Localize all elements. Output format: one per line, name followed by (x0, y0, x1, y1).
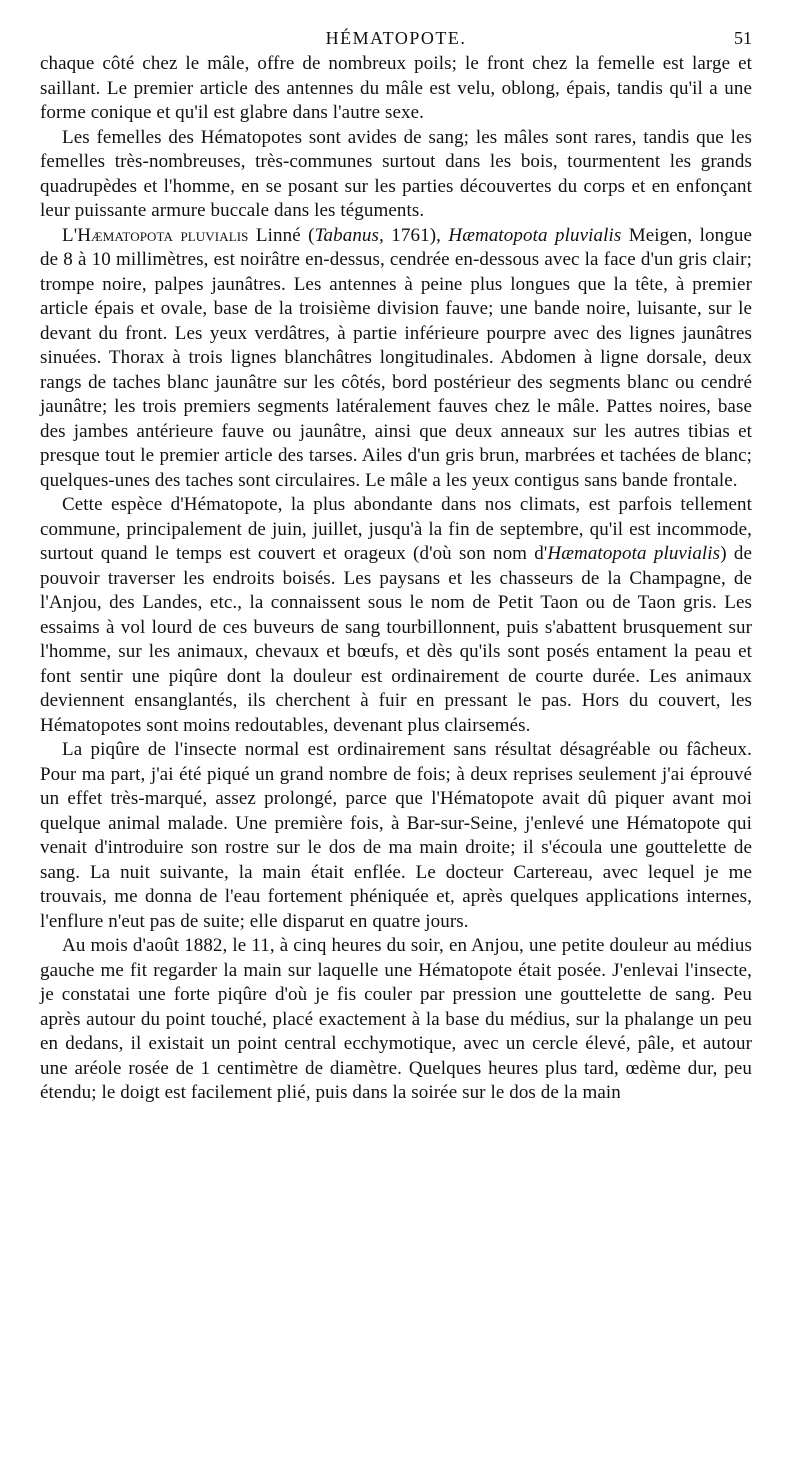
body-text (40, 52, 752, 1106)
paragraph-3-description: Meigen, longue de 8 à 10 millimètres, est noirâtre en-dessus, cendrée en-dessous avec la face d'un gris clair; trompe noire, palpes jaunâtres. Les antennes à peine plus longues que la tête, à premier article épais et ovale, base de la troisième division fauve; une bande noire, luisante, sur le devant du front. Les yeux verdâtres, à partie inférieure pourpre avec des lignes jaunâtres sinuées. Thorax à trois lignes blanchâtres longitudinales. Abdomen à ligne dorsale, deux rangs de taches blanc jaunâtre sur les côtés, bord postérieur des segments blanc ou cendré jaunâtre; les trois premiers segments latéralement fauves chez le mâle. Pattes noires, base des jambes antérieure fauve ou jaunâtre, ainsi que deux anneaux sur les autres tibias et presque tout le premier article des tarses. Ailes d'un gris brun, marbrées et tachées de blanc; quelques-unes des taches sont circulaires. Le mâle a les yeux contigus sans bande frontale. (40, 224, 752, 491)
paragraph-3-lead: L' (62, 224, 78, 246)
paragraph-2: Les femelles des Hématopotes sont avides de sang; les mâles sont rares, tandis que les femelles très-nombreuses, très-communes surtout dans les bois, tourmentent les grands quadrupèdes et l'homme, en se posant sur les parties découvertes du corps et en enfonçant leur puissante armure buccale dans les téguments. (40, 126, 752, 221)
page-number: 51 (734, 28, 752, 48)
paragraph-3-year: 1761), (383, 224, 449, 246)
paragraph-4-after: ) de pouvoir traverser les endroits boisés. Les paysans et les chasseurs de la Champagne, de l'Anjou, des Landes, etc., la connaissent sous le nom de Petit Taon ou de Taon gris. Les essaims à vol lourd de ces buveurs de sang tourbillonnent, puis s'abattent brusquement sur l'homme, sur les animaux, chevaux et bœufs, et dès qu'ils sont posés entament la peau et font sentir une piqûre dont la douleur est ordinairement de courte durée. Les animaux deviennent ensanglantés, ils cherchent à fuir en pressant le pas. Hors du couvert, les Hématopotes sont moins redoutables, devenant plus clairsemés. (40, 543, 752, 736)
paragraph-4-species: Hæmatopota pluvialis (547, 543, 721, 564)
paragraph-6: Au mois d'août 1882, le 11, à cinq heures du soir, en Anjou, une petite douleur au médius gauche me fit regarder la main sur laquelle une Hématopote était posée. J'enlevai l'insecte, je constatai une forte piqûre d'où je fis couler par pression une gouttelette de sang. Peu après autour du point touché, placé exactement à la base du médius, sur la phalange un peu en dedans, il existait un point central ecchymotique, avec un cercle élevé, pâle, et autour une aréole rosée de 1 centimètre de diamètre. Quelques heures plus tard, œdème dur, peu étendu; le doigt est facilement plié, puis dans la soirée sur le dos de la main (40, 935, 752, 1103)
paragraph-5: La piqûre de l'insecte normal est ordinairement sans résultat désagréable ou fâcheux. Pour ma part, j'ai été piqué un grand nombre de fois; à deux reprises seulement j'ai éprouvé un effet très-marqué, assez prolongé, parce que l'Hématopote avait dû piquer avant moi quelque animal malade. Une première fois, à Bar-sur-Seine, j'enlevé une Hématopote qui venait d'introduire son rostre sur le dos de ma main droite; il s'écoula une gouttelette de sang. La nuit suivante, la main était enflée. Le docteur Cartereau, avec lequel je me trouvais, me donna de l'eau fortement phéniquée et, après quelques applications internes, l'enflure n'eut pas de suite; elle disparut en quatre jours. (40, 739, 752, 932)
paragraph-3-author: Linné ( (248, 224, 315, 246)
species-synonym: Hæmatopota pluvialis (448, 224, 622, 246)
running-title: HÉMATOPOTE. (325, 28, 467, 48)
book-page (40, 0, 752, 1106)
paragraph-1: chaque côté chez le mâle, offre de nombreux poils; le front chez la femelle est large et saillant. Le premier article des antennes du mâle est velu, oblong, épais, tandis qu'il a une forme conique et qu'il est glabre dans l'autre sexe. (40, 53, 752, 123)
paragraph-4 (40, 493, 752, 738)
genus-tabanus: Tabanus, (314, 224, 384, 246)
paragraph-3 (40, 224, 752, 494)
species-name-smallcaps: Hæmatopota pluvialis (77, 224, 249, 246)
running-head (40, 0, 752, 52)
paragraph-4-before: Cette espèce d'Hématopote, la plus abondante dans nos climats, est parfois tellement commune, principalement de juin, juillet, jusqu'à la fin de septembre, qu'il est incommode, surtout quand le temps est couvert et orageux (d'où son nom d' (40, 494, 752, 564)
